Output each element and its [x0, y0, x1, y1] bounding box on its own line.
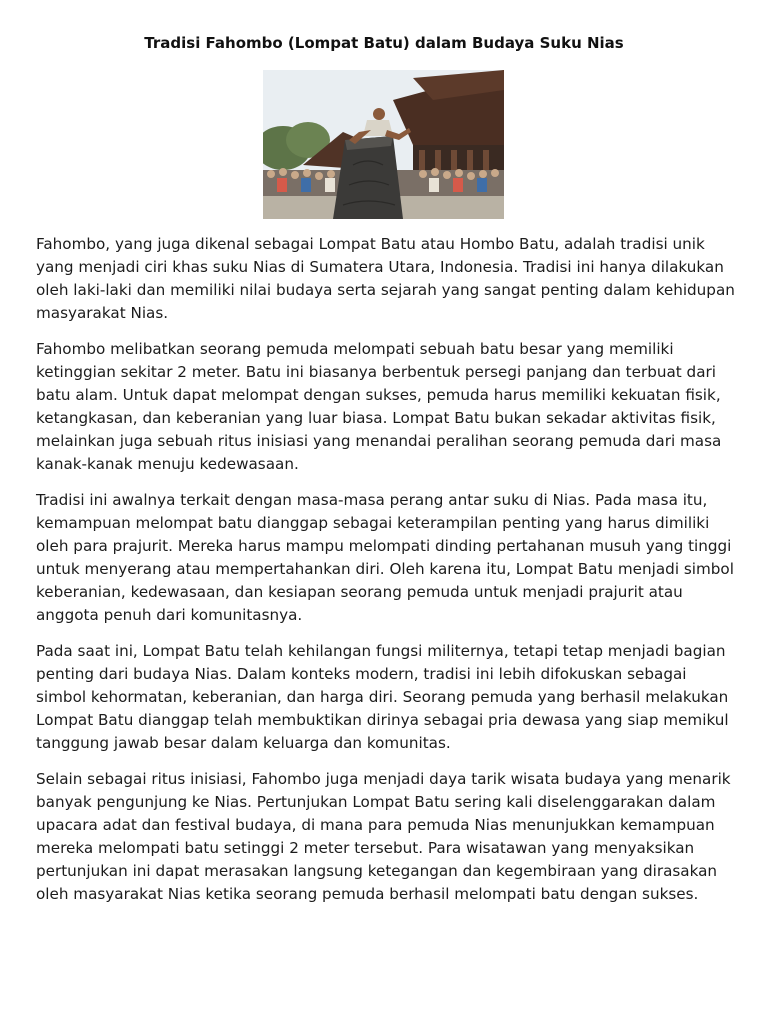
paragraph: Tradisi ini awalnya terkait dengan masa-masa perang antar suku di Nias. Pada masa itu, kemampuan melompat batu dianggap sebagai keterampilan penting yang harus dimiliki oleh para prajurit. Mereka harus mampu melompati dinding pertahanan musuh yang tinggi untuk menyerang atau mempertahankan diri. Oleh karena itu, Lompat Batu menjadi simbol keberanian, kedewasaan, dan kesiapan seorang pemuda untuk menjadi prajurit atau anggota penuh dari komunitasnya. [36, 491, 734, 624]
paragraph: Fahombo melibatkan seorang pemuda melompati sebuah batu besar yang memiliki ketinggian sekitar 2 meter. Batu ini biasanya berbentuk persegi panjang dan terbuat dari batu alam. Untuk dapat melompat dengan sukses, pemuda harus memiliki kekuatan fisik, ketangkasan, dan keberanian yang luar biasa. Lompat Batu bukan sekadar aktivitas fisik, melainkan juga sebuah ritus inisiasi yang menandai peralihan seorang pemuda dari masa kanak-kanak menuju kedewasaan. [36, 340, 722, 473]
paragraph: Selain sebagai ritus inisiasi, Fahombo juga menjadi daya tarik wisata budaya yang menarik banyak pengunjung ke Nias. Pertunjukan Lompat Batu sering kali diselenggarakan dalam upacara adat dan festival budaya, di mana para pemuda Nias menunjukkan kemampuan mereka melompati batu setinggi 2 meter tersebut. Para wisatawan yang menyaksikan pertunjukan ini dapat merasakan langsung ketegangan dan kegembiraan yang dirasakan oleh masyarakat Nias ketika seorang pemuda berhasil melompati batu dengan sukses. [36, 770, 731, 903]
paragraph: Pada saat ini, Lompat Batu telah kehilangan fungsi militernya, tetapi tetap menjadi bagian penting dari budaya Nias. Dalam konteks modern, tradisi ini lebih difokuskan sebagai simbol kehormatan, keberanian, dan harga diri. Seorang pemuda yang berhasil melakukan Lompat Batu dianggap telah membuktikan dirinya sebagai pria dewasa yang siap memikul tanggung jawab besar dalam keluarga dan komunitas. [36, 642, 729, 752]
paragraph: Fahombo, yang juga dikenal sebagai Lompat Batu atau Hombo Batu, adalah tradisi unik yang menjadi ciri khas suku Nias di Sumatera Utara, Indonesia. Tradisi ini hanya dilakukan oleh laki-laki dan memiliki nilai budaya serta sejarah yang sangat penting dalam kehidupan masyarakat Nias. [36, 235, 735, 322]
article-body [36, 233, 736, 919]
document-title: Tradisi Fahombo (Lompat Batu) dalam Budaya Suku Nias [144, 34, 624, 52]
stone-jumping-photo [263, 70, 504, 219]
